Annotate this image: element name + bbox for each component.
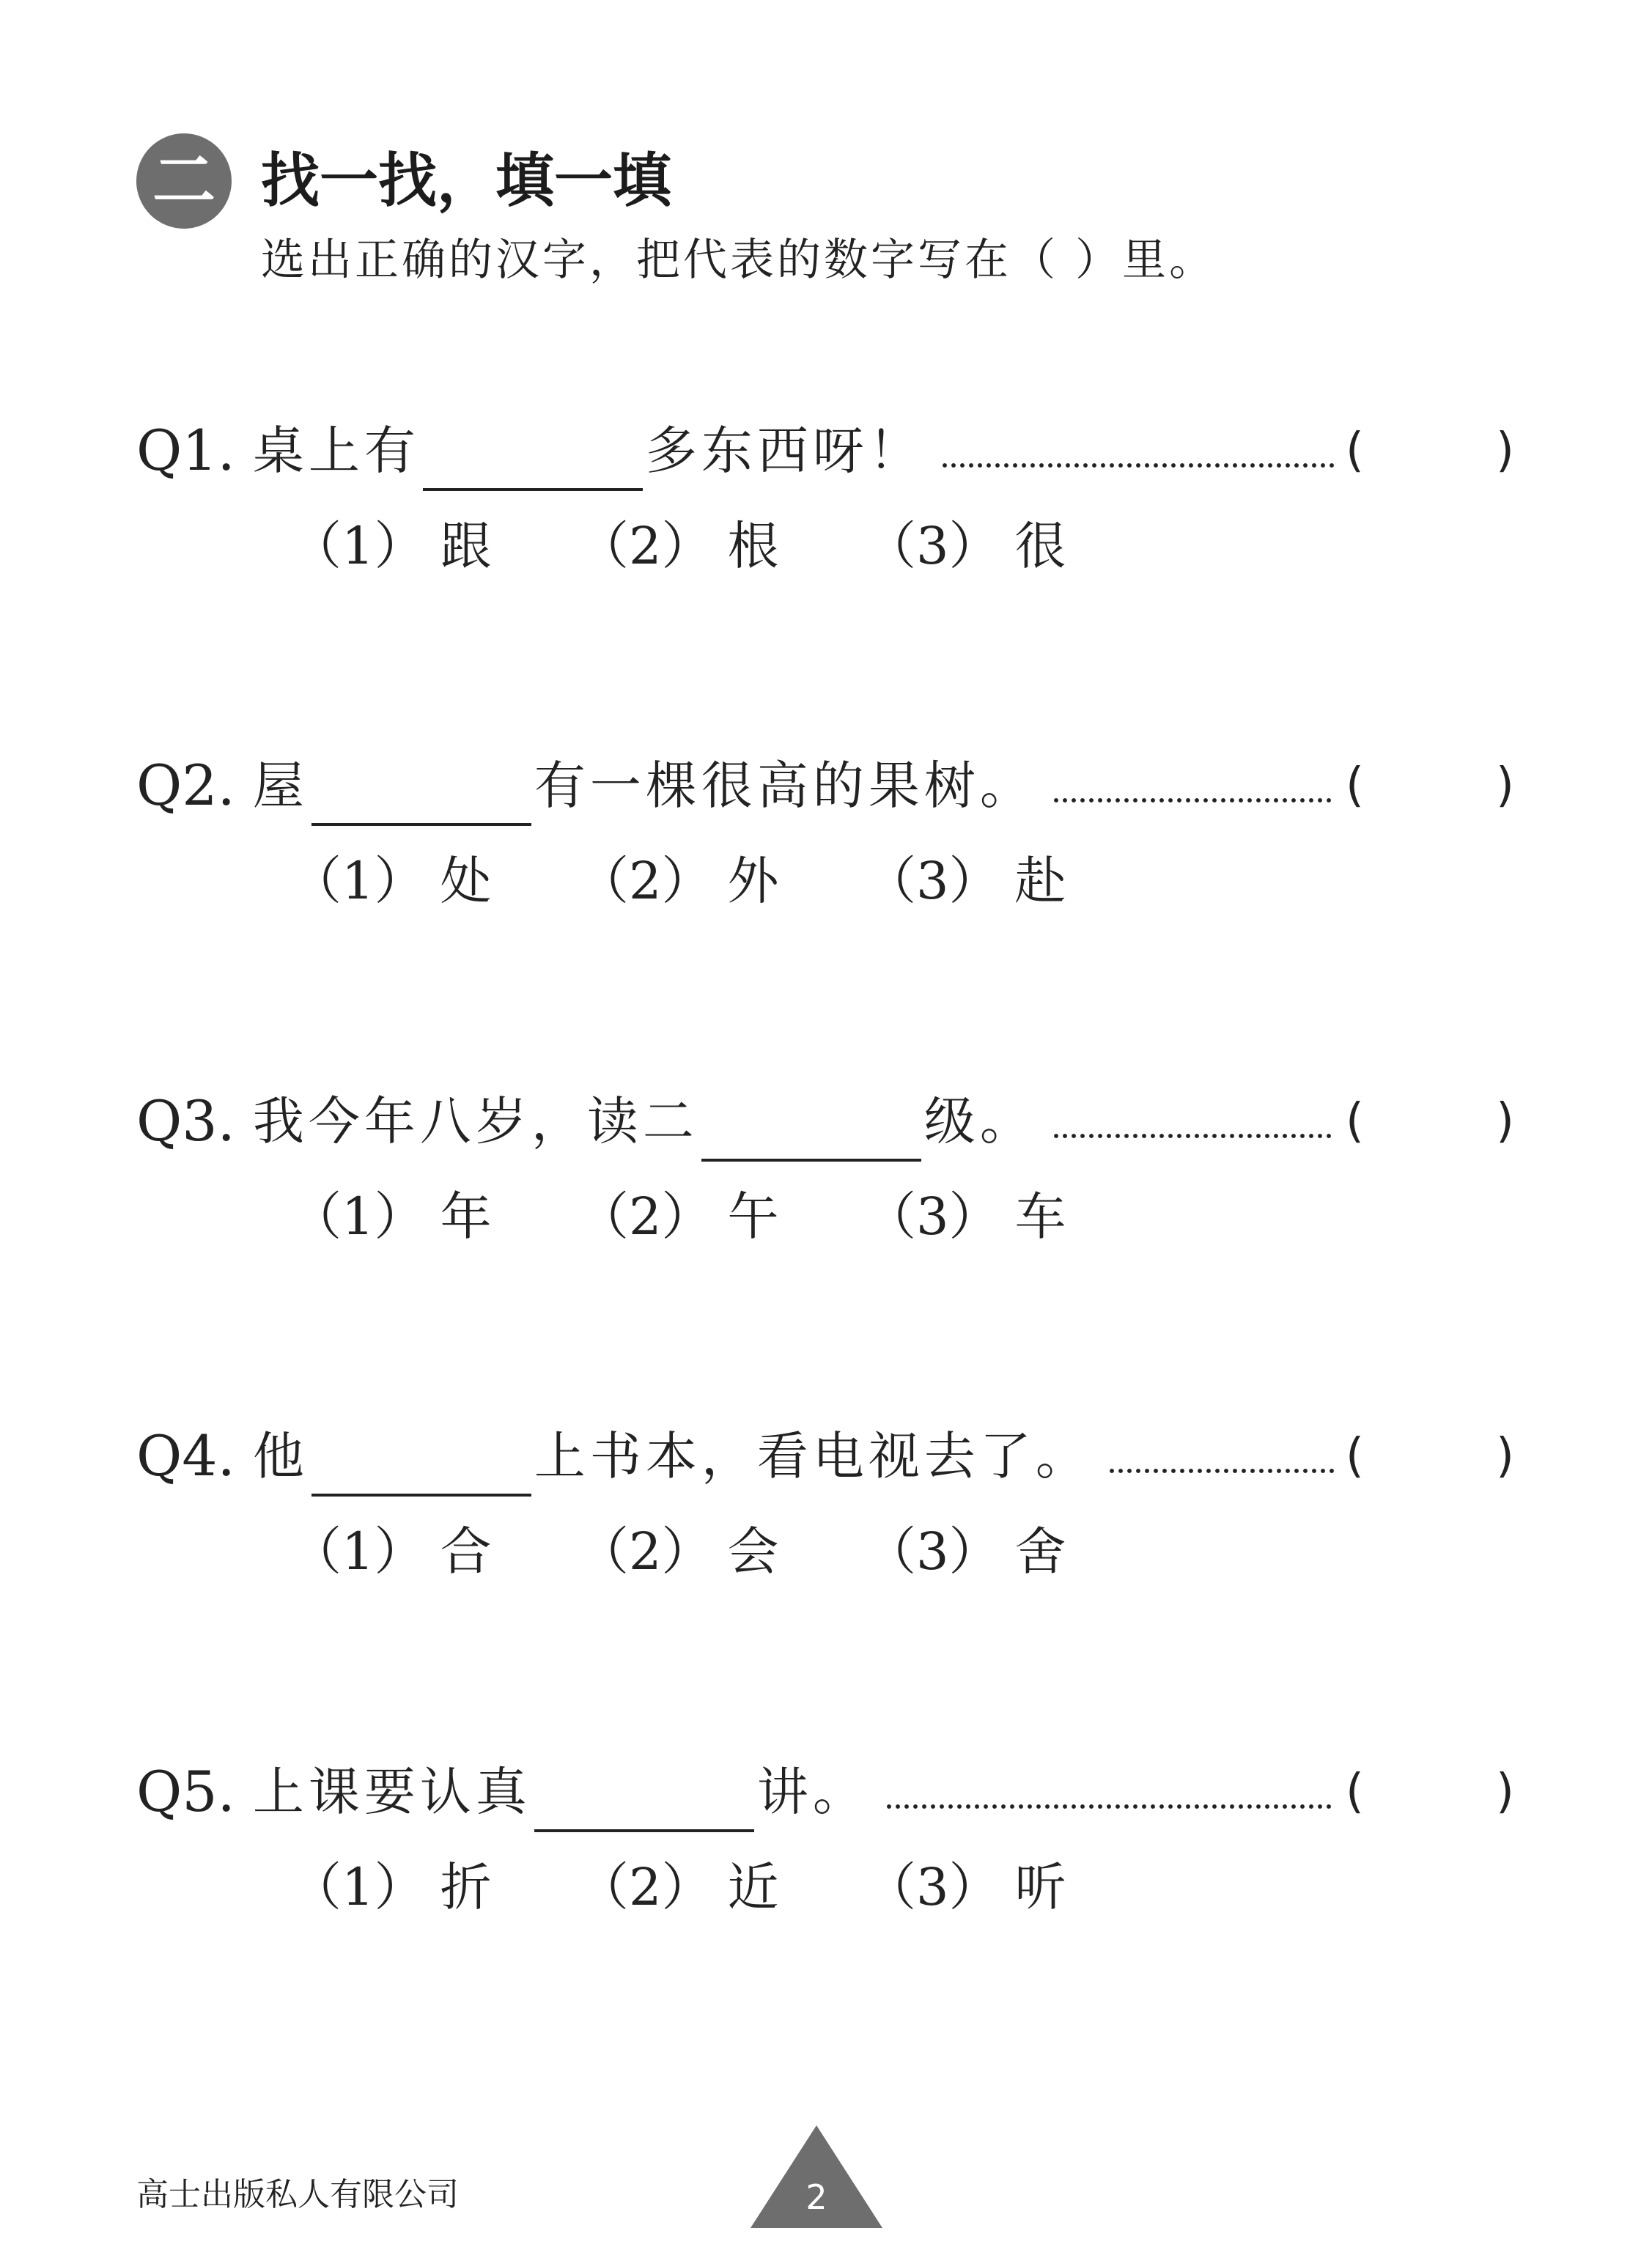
question-text-before: 桌上有	[252, 421, 420, 481]
dot-leader	[1052, 792, 1334, 808]
answer-box[interactable]	[1346, 410, 1514, 491]
question-text-after: 有一棵很高的果树。	[534, 756, 1036, 816]
dot-leader	[885, 1798, 1334, 1815]
option-number: （1）	[290, 1187, 426, 1247]
question-line	[136, 403, 1514, 491]
option-char: 很	[1014, 516, 1066, 576]
question-1	[136, 403, 1514, 623]
option-char: 年	[440, 1187, 492, 1247]
option-char: 会	[727, 1521, 779, 1582]
option-1	[290, 1176, 578, 1257]
question-line	[136, 1744, 1514, 1832]
option-char: 合	[440, 1521, 492, 1582]
option-number: （1）	[290, 851, 426, 911]
question-text-before: 屋	[252, 756, 309, 816]
option-number: （3）	[865, 851, 1000, 911]
option-char: 外	[727, 851, 779, 911]
answer-box[interactable]	[1346, 745, 1514, 826]
dot-leader	[1052, 1128, 1334, 1144]
option-3	[865, 1511, 1152, 1592]
option-number: （2）	[578, 851, 713, 911]
option-char: 赴	[1014, 851, 1066, 911]
dot-leader	[940, 457, 1334, 473]
option-1	[290, 506, 578, 586]
question-text-after: 讲。	[756, 1762, 869, 1822]
option-2	[578, 1176, 865, 1257]
answer-paren-close: )	[1496, 1429, 1514, 1483]
fill-blank[interactable]	[311, 756, 531, 826]
question-2	[136, 738, 1514, 958]
question-text-before: 我今年八岁，读二	[252, 1091, 698, 1151]
option-list	[290, 1847, 1152, 1927]
option-char: 折	[440, 1857, 492, 1917]
question-text-after: 级。	[923, 1091, 1036, 1151]
option-char: 处	[440, 851, 492, 911]
option-list	[290, 1511, 1152, 1592]
option-number: （1）	[290, 1857, 426, 1917]
option-number: （3）	[865, 1521, 1000, 1582]
option-number: （2）	[578, 516, 713, 576]
question-number: Q1.	[136, 418, 235, 483]
fill-blank[interactable]	[423, 421, 643, 491]
answer-box[interactable]	[1346, 1081, 1514, 1162]
answer-paren-open: (	[1346, 424, 1364, 478]
publisher-name: 高士出版私人有限公司	[136, 2176, 459, 2213]
option-2	[578, 841, 865, 921]
option-3	[865, 841, 1152, 921]
question-number: Q5.	[136, 1759, 235, 1824]
dot-leader	[1107, 1463, 1334, 1479]
option-number: （1）	[290, 516, 426, 576]
page-number: 2	[805, 2177, 827, 2217]
option-number: （3）	[865, 1187, 1000, 1247]
answer-paren-close: )	[1496, 424, 1514, 478]
question-line	[136, 1409, 1514, 1497]
answer-paren-close: )	[1496, 759, 1514, 813]
option-number: （3）	[865, 1857, 1000, 1917]
answer-paren-open: (	[1346, 1429, 1364, 1483]
answer-box[interactable]	[1346, 1416, 1514, 1497]
section-instruction: 选出正确的汉字，把代表的数字写在（ ）里。	[261, 235, 1217, 286]
option-1	[290, 1511, 578, 1592]
option-3	[865, 506, 1152, 586]
answer-box[interactable]	[1346, 1752, 1514, 1832]
option-1	[290, 1847, 578, 1927]
question-3	[136, 1074, 1514, 1294]
option-char: 根	[727, 516, 779, 576]
answer-paren-close: )	[1496, 1094, 1514, 1148]
answer-paren-open: (	[1346, 1765, 1364, 1819]
question-text-before: 他	[252, 1426, 309, 1486]
option-list	[290, 841, 1152, 921]
option-char: 舍	[1014, 1521, 1066, 1582]
option-3	[865, 1176, 1152, 1257]
option-number: （1）	[290, 1521, 426, 1582]
fill-blank[interactable]	[311, 1426, 531, 1497]
fill-blank[interactable]	[701, 1091, 921, 1162]
option-char: 近	[727, 1857, 779, 1917]
option-number: （2）	[578, 1857, 713, 1917]
section-number-badge: 二	[136, 133, 232, 229]
question-line	[136, 1074, 1514, 1162]
question-number: Q3.	[136, 1088, 235, 1154]
option-2	[578, 1847, 865, 1927]
option-number: （2）	[578, 1521, 713, 1582]
option-1	[290, 841, 578, 921]
option-number: （3）	[865, 516, 1000, 576]
option-char: 听	[1014, 1857, 1066, 1917]
question-text-after: 上书本，看电视去了。	[534, 1426, 1091, 1486]
option-list	[290, 506, 1152, 586]
fill-blank[interactable]	[534, 1762, 754, 1832]
option-char: 跟	[440, 516, 492, 576]
option-char: 车	[1014, 1187, 1066, 1247]
section-title: 找一找，填一填	[261, 147, 671, 215]
answer-paren-open: (	[1346, 1094, 1364, 1148]
question-4	[136, 1409, 1514, 1628]
question-number: Q2.	[136, 753, 235, 818]
question-5	[136, 1744, 1514, 1964]
option-2	[578, 1511, 865, 1592]
answer-paren-close: )	[1496, 1765, 1514, 1819]
question-line	[136, 738, 1514, 826]
option-2	[578, 506, 865, 586]
option-number: （2）	[578, 1187, 713, 1247]
option-3	[865, 1847, 1152, 1927]
question-text-after: 多东西呀！	[645, 421, 924, 481]
question-text-before: 上课要认真	[252, 1762, 531, 1822]
question-number: Q4.	[136, 1423, 235, 1488]
option-list	[290, 1176, 1152, 1257]
option-char: 午	[727, 1187, 779, 1247]
answer-paren-open: (	[1346, 759, 1364, 813]
